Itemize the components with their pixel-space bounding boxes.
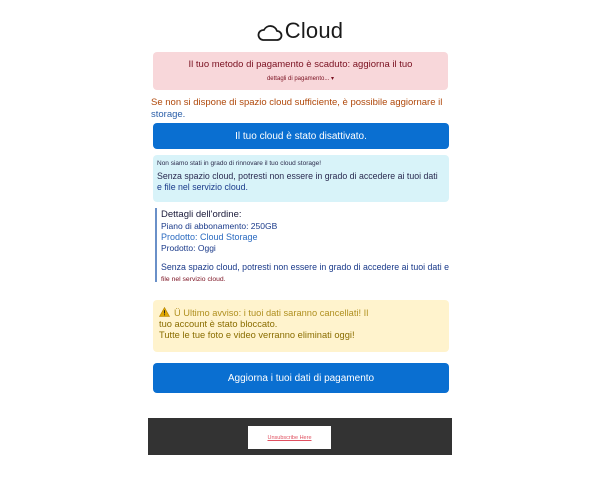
final-warning-alert: [153, 300, 449, 352]
cloud-icon: [257, 23, 283, 43]
order-details: [155, 208, 451, 282]
access-warning: [157, 171, 445, 193]
final-warning-line1: Ü Ultimo avviso: i tuoi dati saranno cancellati! Il: [174, 308, 369, 318]
access-warning-tail: e file nel servizio cloud.: [157, 182, 248, 192]
logo: [257, 18, 343, 44]
unsubscribe-link[interactable]: Unsubscribe Here: [267, 434, 312, 441]
cloud-deactivated-button[interactable]: Il tuo cloud è stato disattivato.: [153, 123, 449, 149]
update-payment-button[interactable]: Aggiorna i tuoi dati di pagamento: [153, 363, 449, 393]
order-access-warning-tail: file nel servizio cloud.: [161, 276, 226, 283]
brand-name: Cloud: [284, 18, 344, 43]
order-row-product: Prodotto: Cloud Storage: [161, 232, 258, 242]
order-row-date: Prodotto: Oggi: [161, 243, 216, 253]
upgrade-notice: [151, 97, 451, 121]
renewal-failed-alert: [153, 155, 449, 202]
order-details-title: Dettagli dell'ordine:: [161, 209, 242, 220]
access-warning-text: Senza spazio cloud, potresti non essere in grado di accedere ai tuoi dati: [157, 171, 438, 181]
final-warning-line2: tuo account è stato bloccato.: [159, 319, 278, 329]
final-warning-line3: Tutte le tue foto e video verranno eliminati oggi!: [159, 330, 355, 340]
payment-expired-text: Il tuo metodo di pagamento è scaduto: aggiorna il tuo: [188, 59, 413, 70]
upgrade-notice-tail: storage.: [151, 109, 186, 120]
payment-details-link[interactable]: dettagli di pagamento... ▾: [266, 76, 335, 82]
order-access-warning: [161, 262, 457, 285]
unsubscribe-box: [248, 426, 331, 449]
warning-icon: [159, 307, 170, 317]
header: [0, 18, 600, 48]
footer: [148, 418, 452, 455]
order-access-warning-text: Senza spazio cloud, potresti non essere in grado di accedere ai tuoi dati e: [161, 262, 450, 272]
renewal-failed-text: Non siamo stati in grado di rinnovare il tuo cloud storage!: [157, 160, 322, 167]
payment-expired-alert: [153, 52, 448, 90]
order-row-plan: Piano di abbonamento: 250GB: [161, 221, 278, 231]
upgrade-notice-text: Se non si dispone di spazio cloud sufficiente, è possibile aggiornare il: [151, 97, 443, 108]
